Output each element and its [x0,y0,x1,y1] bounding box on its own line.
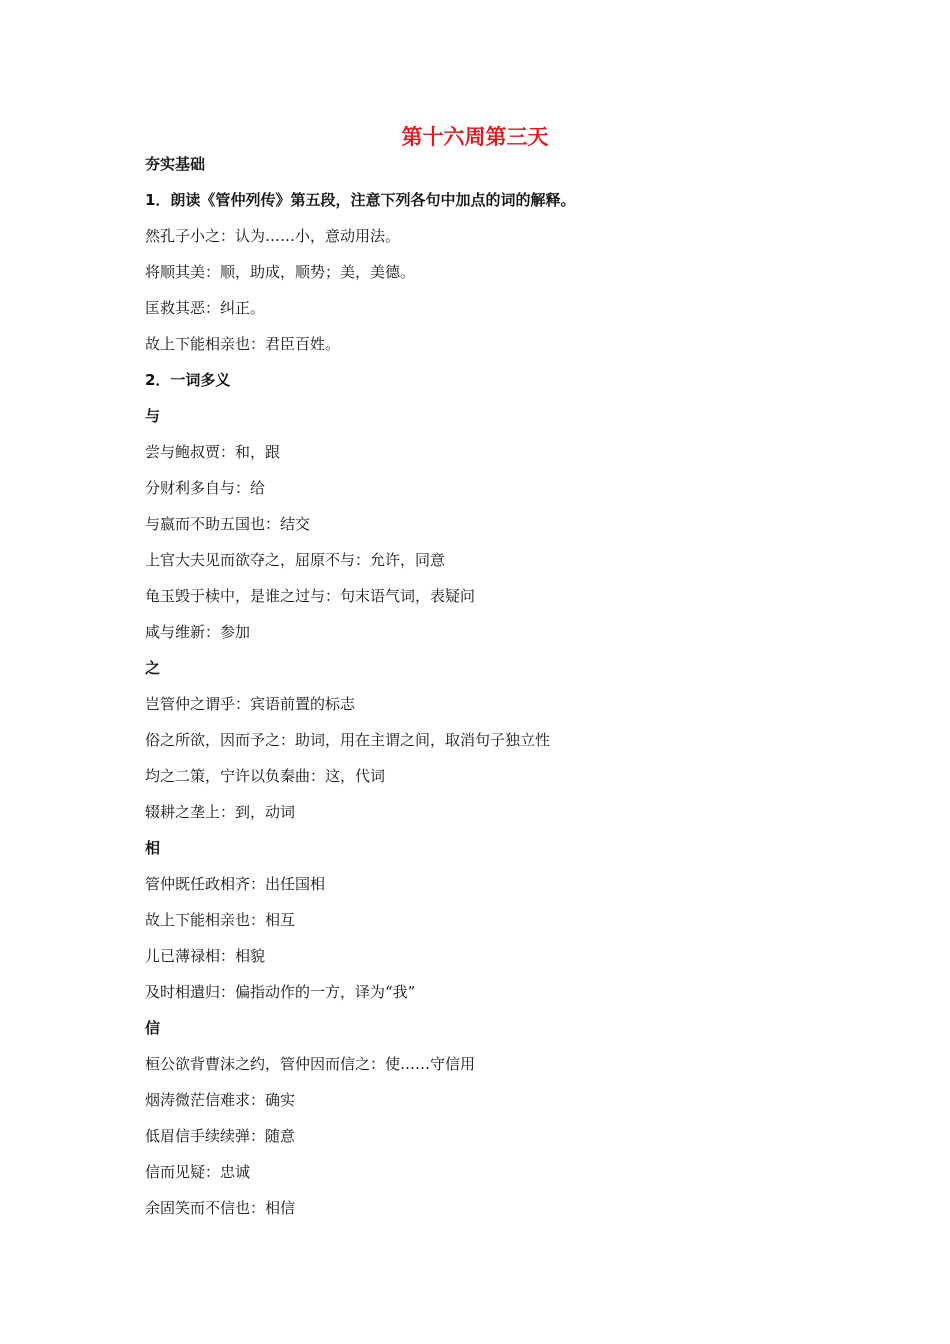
word-heading-xiang: 相 [145,839,161,857]
word-heading-zhi: 之 [145,659,161,677]
section-heading: 夯实基础 [145,155,206,173]
list-item: 故上下能相亲也：相互 [145,911,296,929]
word-heading-xin: 信 [145,1019,161,1037]
question-2-heading: 2．一词多义 [145,371,231,389]
list-item: 及时相遣归：偏指动作的一方，译为“我” [145,983,416,1001]
list-item: 俗之所欲，因而予之：助词，用在主谓之间，取消句子独立性 [145,731,551,749]
list-item: 信而见疑：忠诚 [145,1163,251,1181]
list-item: 桓公欲背曹沫之约，管仲因而信之：使……守信用 [145,1055,476,1073]
list-item: 上官大夫见而欲夺之，屈原不与：允许，同意 [145,551,446,569]
list-item: 岂管仲之谓乎：宾语前置的标志 [145,695,356,713]
word-heading-yu: 与 [145,407,161,425]
list-item: 烟涛微茫信难求：确实 [145,1091,296,1109]
question-1-heading: 1．朗读《管仲列传》第五段，注意下列各句中加点的词的解释。 [145,191,576,209]
document-body [145,146,845,1226]
list-item: 将顺其美：顺，助成，顺势；美，美德。 [145,263,416,281]
page-title: 第十六周第三天 [401,125,549,149]
list-item: 低眉信手续续弹：随意 [145,1127,296,1145]
list-item: 均之二策，宁许以负秦曲：这，代词 [145,767,386,785]
list-item: 余固笑而不信也：相信 [145,1199,296,1217]
list-item: 管仲既任政相齐：出任国相 [145,875,326,893]
list-item: 辍耕之垄上：到，动词 [145,803,296,821]
list-item: 分财利多自与：给 [145,479,266,497]
list-item: 匡救其恶：纠正。 [145,299,266,317]
list-item: 与嬴而不助五国也：结交 [145,515,311,533]
list-item: 故上下能相亲也：君臣百姓。 [145,335,341,353]
list-item: 咸与维新：参加 [145,623,251,641]
list-item: 龟玉毁于椟中，是谁之过与：句末语气词，表疑问 [145,587,476,605]
list-item: 然孔子小之：认为……小，意动用法。 [145,227,401,245]
list-item: 尝与鲍叔贾：和，跟 [145,443,281,461]
list-item: 儿已薄禄相：相貌 [145,947,266,965]
